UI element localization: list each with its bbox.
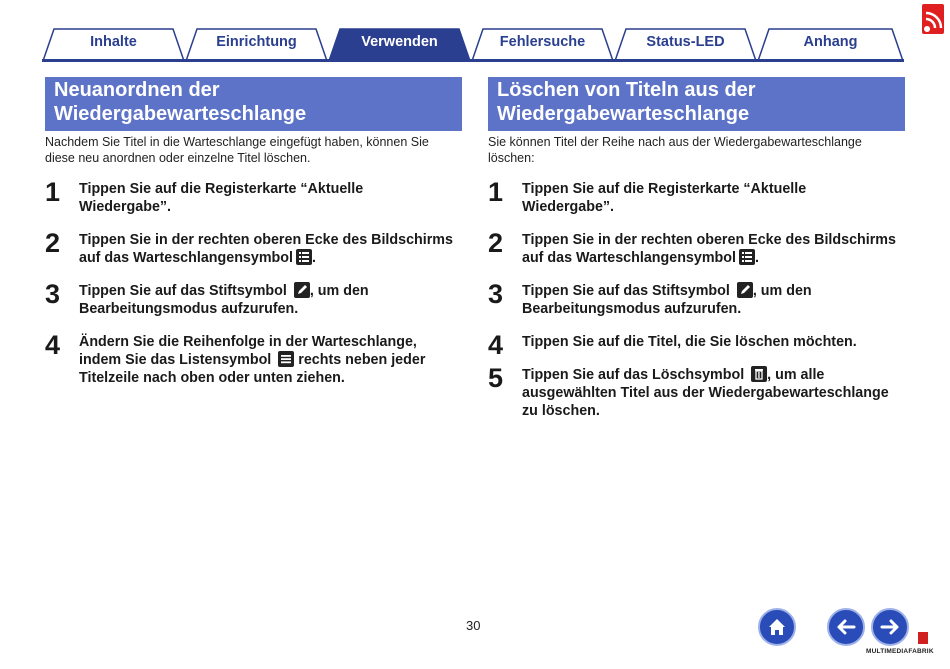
section-intro: Nachdem Sie Titel in die Warteschlange eingefügt haben, können Sie diese neu anordnen oder einzelne Titel löschen. — [45, 135, 429, 165]
wifi-logo-icon — [922, 4, 944, 34]
step-2: 2 Tippen Sie in der rechten oberen Ecke des Bildschirms auf das Warteschlangensymbol . — [45, 228, 453, 266]
tab-anhang[interactable]: Anhang — [757, 28, 904, 61]
tab-fehlersuche[interactable]: Fehlersuche — [471, 28, 614, 61]
section-delete — [488, 77, 905, 435]
home-icon — [760, 610, 794, 644]
pencil-icon — [294, 282, 310, 298]
home-button[interactable] — [758, 608, 796, 646]
step-4: 4 Tippen Sie auf die Titel, die Sie löschen möchten. — [488, 330, 857, 360]
section-intro: Sie können Titel der Reihe nach aus der Wiedergabewarteschlange löschen: — [488, 135, 862, 165]
step-4: 4 Ändern Sie die Reihenfolge in der Warteschlange, indem Sie das Listensymbol rechts neben jeder Titelzeile nach oben oder unten ziehen. — [45, 330, 426, 386]
tab-einrichtung[interactable]: Einrichtung — [185, 28, 328, 61]
step-list — [45, 177, 462, 387]
arrow-left-icon — [829, 610, 863, 644]
step-1: 1 Tippen Sie auf die Registerkarte “Aktuelle Wiedergabe”. — [488, 177, 807, 215]
step-3: 3 Tippen Sie auf das Stiftsymbol , um den Bearbeitungsmodus aufzurufen. — [45, 279, 369, 317]
brand-mark-icon — [918, 632, 928, 644]
step-2: 2 Tippen Sie in der rechten oberen Ecke des Bildschirms auf das Warteschlangensymbol . — [488, 228, 896, 266]
section-heading: Neuanordnen der Wiedergabewarteschlange — [45, 77, 462, 131]
queue-icon — [296, 249, 312, 265]
step-1: 1 Tippen Sie auf die Registerkarte “Aktuelle Wiedergabe”. — [45, 177, 364, 215]
queue-icon — [739, 249, 755, 265]
brand-logo: MULTIMEDIAFABRIK — [866, 632, 946, 664]
page-number: 30 — [466, 618, 481, 633]
step-list — [488, 177, 905, 420]
step-5: 5 Tippen Sie auf das Löschsymbol , um alle ausgewählten Titel aus der Wiedergabewarteschlange zu löschen. — [488, 363, 889, 419]
tab-status-led[interactable]: Status-LED — [614, 28, 757, 61]
previous-page-button[interactable] — [827, 608, 865, 646]
list-handle-icon — [278, 351, 294, 367]
tab-inhalte[interactable]: Inhalte — [42, 28, 185, 61]
section-reorder — [45, 77, 462, 402]
tab-bar — [42, 26, 904, 62]
tab-verwenden[interactable]: Verwenden — [328, 28, 471, 61]
step-3: 3 Tippen Sie auf das Stiftsymbol , um den Bearbeitungsmodus aufzurufen. — [488, 279, 812, 317]
pencil-icon — [737, 282, 753, 298]
section-heading: Löschen von Titeln aus der Wiedergabewarteschlange — [488, 77, 905, 131]
trash-icon — [751, 366, 767, 382]
tab-bar-underline — [42, 59, 904, 62]
